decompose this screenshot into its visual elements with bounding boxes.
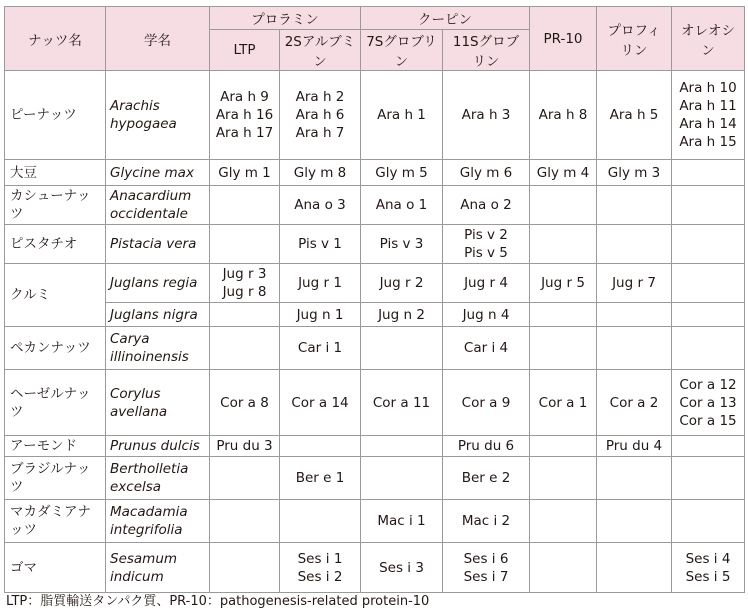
allergen-name: Jug r 4	[464, 275, 508, 291]
allergen-cell-pr10	[530, 225, 597, 264]
allergen-cell-albumin2s	[280, 186, 361, 225]
allergen-cell-profilin	[597, 500, 672, 543]
allergen-cell-ltp	[210, 327, 280, 370]
allergen-cell-globulin7s	[361, 71, 443, 160]
allergen-name: Pis v 3	[379, 236, 424, 252]
allergen-cell-ltp	[210, 225, 280, 264]
allergen-name: Ses i 3	[379, 559, 424, 576]
allergen-name: Ara h 1	[377, 107, 426, 123]
nut-name-cell: カシューナッツ	[5, 186, 106, 225]
allergen-cell-pr10	[530, 370, 597, 436]
allergen-name: Ses i 7	[463, 568, 509, 585]
allergen-name: Cor a 12	[679, 376, 737, 393]
allergen-name: Pru du 3	[216, 438, 273, 454]
allergen-cell-pr10	[530, 327, 597, 370]
scientific-name-cell: Pistacia vera	[106, 225, 210, 264]
nut-name-cell: アーモンド	[5, 436, 106, 457]
scientific-name-cell: Carya illinoinensis	[106, 327, 210, 370]
allergen-cell-oleosin	[672, 370, 745, 436]
scientific-name-cell: Glycine max	[106, 160, 210, 186]
allergen-name: Ara h 17	[215, 125, 274, 141]
allergen-cell-oleosin	[672, 71, 745, 160]
allergen-cell-ltp	[210, 186, 280, 225]
allergen-cell-profilin	[597, 160, 672, 186]
header-scientific-name: 学名	[106, 7, 210, 71]
allergen-name: Ara h 10	[679, 80, 737, 96]
allergen-cell-globulin11s	[443, 186, 530, 225]
allergen-name: Cor a 9	[461, 394, 511, 411]
allergen-cell-profilin	[597, 186, 672, 225]
allergen-cell-pr10	[530, 500, 597, 543]
nut-name-cell: マカダミアナッツ	[5, 500, 106, 543]
nut-name-cell: ヘーゼルナッツ	[5, 370, 106, 436]
allergen-name: Jug n 4	[462, 306, 510, 323]
allergen-cell-globulin11s	[443, 71, 530, 160]
allergen-name: Jug r 7	[612, 275, 656, 291]
allergen-name: Ses i 6	[463, 550, 509, 567]
allergen-name: Gly m 8	[293, 164, 347, 181]
table-header	[5, 7, 745, 71]
allergen-name: Cor a 8	[220, 394, 269, 411]
nut-name-cell: ピーナッツ	[5, 71, 106, 160]
allergen-cell-globulin11s	[443, 225, 530, 264]
allergen-name: Gly m 6	[459, 164, 513, 181]
allergen-cell-pr10	[530, 186, 597, 225]
allergen-cell-globulin7s	[361, 264, 443, 303]
allergen-name: Ses i 5	[685, 568, 731, 585]
allergen-name: Cor a 2	[609, 394, 659, 411]
table-row	[5, 327, 745, 370]
allergen-cell-profilin	[597, 303, 672, 327]
scientific-name-cell: Arachis hypogaea	[106, 71, 210, 160]
table-row	[5, 225, 745, 264]
allergen-cell-albumin2s	[280, 303, 361, 327]
allergen-name: Ara h 3	[461, 107, 511, 123]
allergen-cell-globulin7s	[361, 436, 443, 457]
header-prolamin: プロラミン	[210, 7, 361, 30]
nut-name-cell: クルミ	[5, 264, 106, 327]
allergen-name: Ana o 3	[294, 197, 346, 213]
allergen-cell-globulin7s	[361, 225, 443, 264]
table-row	[5, 543, 745, 593]
allergen-cell-albumin2s	[280, 160, 361, 186]
allergen-cell-pr10	[530, 543, 597, 593]
header-profilin: プロフィリン	[597, 7, 672, 71]
allergen-cell-globulin11s	[443, 160, 530, 186]
allergen-cell-ltp	[210, 500, 280, 543]
scientific-name-cell: Anacardium occidentale	[106, 186, 210, 225]
allergen-name: Ara h 15	[679, 134, 737, 150]
table-row	[5, 370, 745, 436]
allergen-name: Pis v 2	[464, 227, 508, 243]
table-row	[5, 160, 745, 186]
nut-name-cell: ペカンナッツ	[5, 327, 106, 370]
allergen-cell-oleosin	[672, 225, 745, 264]
table-row	[5, 500, 745, 543]
allergen-name: Jug r 2	[379, 275, 424, 291]
allergen-name: Car i 4	[463, 340, 509, 356]
allergen-cell-ltp	[210, 543, 280, 593]
allergen-cell-globulin7s	[361, 303, 443, 327]
allergen-cell-oleosin	[672, 186, 745, 225]
allergen-name: Cor a 15	[679, 412, 737, 429]
allergen-cell-albumin2s	[280, 370, 361, 436]
allergen-name: Ber e 2	[461, 470, 511, 486]
header-pr10: PR-10	[530, 7, 597, 71]
allergen-cell-oleosin	[672, 160, 745, 186]
allergen-table-container	[4, 6, 744, 593]
allergen-cell-profilin	[597, 543, 672, 593]
table-row	[5, 264, 745, 303]
allergen-table	[4, 6, 745, 593]
allergen-name: Ara h 6	[295, 107, 345, 123]
allergen-cell-ltp	[210, 370, 280, 436]
allergen-name: Ara h 14	[679, 116, 737, 132]
header-cupin: クーピン	[361, 7, 530, 30]
allergen-cell-oleosin	[672, 500, 745, 543]
allergen-cell-pr10	[530, 160, 597, 186]
allergen-cell-albumin2s	[280, 327, 361, 370]
allergen-cell-globulin11s	[443, 543, 530, 593]
allergen-name: Mac i 2	[461, 513, 511, 529]
allergen-name: Pru du 6	[457, 438, 515, 454]
allergen-cell-profilin	[597, 225, 672, 264]
allergen-cell-albumin2s	[280, 457, 361, 500]
allergen-cell-profilin	[597, 264, 672, 303]
table-body	[5, 71, 745, 593]
allergen-name: Jug r 1	[298, 275, 342, 291]
allergen-cell-globulin11s	[443, 327, 530, 370]
allergen-cell-profilin	[597, 457, 672, 500]
allergen-cell-albumin2s	[280, 71, 361, 160]
allergen-name: Pis v 1	[298, 236, 342, 252]
allergen-name: Gly m 1	[218, 164, 271, 181]
allergen-name: Gly m 4	[536, 164, 590, 181]
nut-name-cell: ブラジルナッツ	[5, 457, 106, 500]
header-7s-globulin: 7Sグロブリン	[361, 30, 443, 71]
allergen-cell-globulin7s	[361, 370, 443, 436]
header-11s-globulin: 11Sグロブリン	[443, 30, 530, 71]
allergen-name: Ber e 1	[295, 470, 345, 486]
allergen-cell-pr10	[530, 303, 597, 327]
allergen-name: Ara h 8	[538, 107, 588, 123]
allergen-cell-globulin11s	[443, 500, 530, 543]
table-row	[5, 436, 745, 457]
header-nut-name: ナッツ名	[5, 7, 106, 71]
allergen-cell-profilin	[597, 71, 672, 160]
scientific-name-cell: Macadamia integrifolia	[106, 500, 210, 543]
allergen-cell-globulin11s	[443, 436, 530, 457]
allergen-cell-albumin2s	[280, 264, 361, 303]
allergen-name: Jug n 1	[296, 306, 344, 323]
allergen-name: Ana o 1	[375, 197, 428, 213]
allergen-cell-oleosin	[672, 303, 745, 327]
allergen-cell-globulin7s	[361, 500, 443, 543]
allergen-cell-globulin11s	[443, 303, 530, 327]
allergen-name: Cor a 14	[291, 394, 349, 411]
table-row	[5, 303, 745, 327]
allergen-cell-globulin7s	[361, 160, 443, 186]
header-ltp: LTP	[210, 30, 280, 71]
allergen-name: Jug n 2	[378, 306, 425, 323]
allergen-name: Ses i 1	[297, 550, 343, 567]
allergen-cell-albumin2s	[280, 225, 361, 264]
table-row	[5, 186, 745, 225]
allergen-cell-oleosin	[672, 436, 745, 457]
allergen-name: Ara h 16	[215, 107, 274, 123]
allergen-name: Car i 1	[297, 340, 343, 356]
allergen-cell-globulin11s	[443, 370, 530, 436]
allergen-name: Jug r 8	[222, 284, 267, 300]
allergen-cell-pr10	[530, 71, 597, 160]
allergen-cell-ltp	[210, 457, 280, 500]
allergen-name: Ara h 7	[295, 125, 345, 141]
footnote: LTP：脂質輸送タンパク質、PR-10：pathogenesis-related protein-10	[6, 594, 430, 609]
scientific-name-cell: Corylus avellana	[106, 370, 210, 436]
allergen-cell-ltp	[210, 71, 280, 160]
allergen-name: Ara h 11	[679, 98, 737, 114]
nut-name-cell: 大豆	[5, 160, 106, 186]
allergen-cell-globulin11s	[443, 457, 530, 500]
allergen-name: Mac i 1	[377, 513, 426, 529]
allergen-cell-oleosin	[672, 543, 745, 593]
allergen-cell-ltp	[210, 303, 280, 327]
scientific-name-cell: Juglans nigra	[106, 303, 210, 327]
allergen-name: Ana o 2	[460, 197, 512, 213]
allergen-name: Gly m 3	[607, 164, 661, 181]
allergen-cell-oleosin	[672, 457, 745, 500]
allergen-cell-ltp	[210, 436, 280, 457]
allergen-name: Ses i 4	[685, 550, 731, 567]
scientific-name-cell: Prunus dulcis	[106, 436, 210, 457]
allergen-name: Ses i 2	[297, 568, 343, 585]
allergen-name: Jug r 5	[541, 275, 585, 291]
allergen-cell-profilin	[597, 370, 672, 436]
allergen-cell-globulin11s	[443, 264, 530, 303]
allergen-name: Cor a 1	[538, 394, 588, 411]
scientific-name-cell: Juglans regia	[106, 264, 210, 303]
scientific-name-cell: Sesamum indicum	[106, 543, 210, 593]
allergen-cell-globulin7s	[361, 327, 443, 370]
allergen-cell-globulin7s	[361, 457, 443, 500]
allergen-cell-profilin	[597, 436, 672, 457]
allergen-cell-pr10	[530, 264, 597, 303]
allergen-cell-pr10	[530, 457, 597, 500]
allergen-cell-oleosin	[672, 327, 745, 370]
allergen-cell-albumin2s	[280, 500, 361, 543]
allergen-cell-albumin2s	[280, 436, 361, 457]
allergen-name: Cor a 11	[372, 394, 431, 411]
allergen-name: Ara h 2	[295, 89, 345, 105]
allergen-name: Jug r 3	[222, 266, 267, 282]
table-row	[5, 457, 745, 500]
allergen-cell-ltp	[210, 264, 280, 303]
allergen-name: Ara h 9	[220, 89, 269, 105]
header-2s-albumin: 2Sアルブミン	[280, 30, 361, 71]
table-row	[5, 71, 745, 160]
allergen-cell-ltp	[210, 160, 280, 186]
allergen-cell-profilin	[597, 327, 672, 370]
scientific-name-cell: Bertholletia excelsa	[106, 457, 210, 500]
nut-name-cell: ピスタチオ	[5, 225, 106, 264]
allergen-cell-albumin2s	[280, 543, 361, 593]
header-oleosin: オレオシン	[672, 7, 745, 71]
allergen-cell-oleosin	[672, 264, 745, 303]
allergen-cell-globulin7s	[361, 186, 443, 225]
allergen-name: Cor a 13	[679, 394, 737, 411]
allergen-name: Gly m 5	[375, 164, 428, 181]
allergen-name: Pis v 5	[464, 245, 508, 261]
allergen-name: Pru du 4	[605, 438, 663, 454]
allergen-name: Ara h 5	[609, 107, 659, 123]
allergen-cell-globulin7s	[361, 543, 443, 593]
allergen-cell-pr10	[530, 436, 597, 457]
nut-name-cell: ゴマ	[5, 543, 106, 593]
